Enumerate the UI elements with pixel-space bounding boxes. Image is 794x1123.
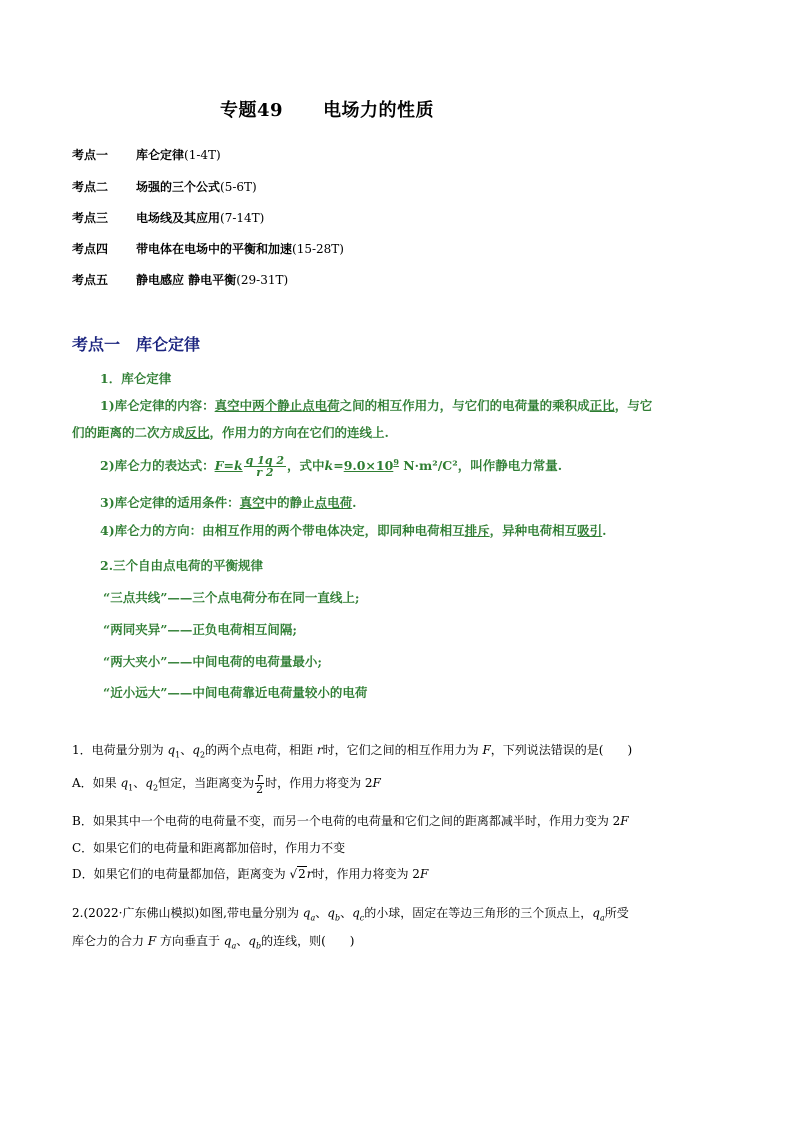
toc-label: 考点二 [72,180,109,194]
note-text: 真空中两个静止 [214,398,303,413]
toc-text: 库仑定律 [136,148,185,162]
charge-symbol: q [327,906,335,920]
toc-text: 静电感应 静电平衡 [136,273,237,287]
formula-symbol: k [233,458,243,473]
constant-exponent: 9 [393,456,399,467]
charge-symbol: q [248,934,256,948]
toc-range: (15-28T) [292,242,344,256]
formula-symbol: = [223,458,234,473]
toc-item-2 [72,178,257,195]
note-text: ，叫作静电力常量. [457,458,563,473]
toc-text: 带电体在电场中的平衡和加速 [136,242,293,256]
fraction-numerator: q 1q 2 [245,454,285,467]
constant-unit: N·m²/C² [398,458,458,473]
charge-symbol: q [592,906,600,920]
note-keyword: 正比 [589,398,615,413]
toc-range: (29-31T) [236,273,289,287]
note-text: ，与它 [614,398,653,413]
option-text: 、 [133,776,146,790]
question-text: 、 [315,906,328,920]
charge-symbol: q [352,906,360,920]
toc-range: (5-6T) [220,180,257,194]
note-text: 4)库仑力的方向：由相互作用的两个带电体决定，即同种电荷相互 [100,523,465,538]
note-text: 1)库仑定律的内容： [100,398,215,413]
rule-1: “三点共线”——三个点电荷分布在同一直线上; [103,590,360,605]
formula-symbol: = [333,458,344,473]
force-symbol: F [147,934,157,948]
question-text: 库仑力的合力 [72,934,148,948]
toc-range: (7-14T) [220,211,265,225]
distance-symbol: r [316,743,323,757]
note-text: ，作用力的方向在它们的连线上. [209,425,389,440]
charge-symbol: q [223,934,232,948]
note-keyword: 反比 [184,425,210,440]
note-keyword: 点电荷 [302,398,340,413]
toc-text: 场强的三个公式 [136,180,221,194]
toc-item-1 [72,146,221,163]
charge-symbol: q [145,776,153,790]
notes-heading-2: 2.三个自由点电荷的平衡规律 [100,558,264,573]
question-text: 所受 [604,906,629,920]
note-direction-line [100,521,607,539]
option-text: B．如果其中一个电荷的电荷量不变，而另一个电荷的电荷量和它们之间的距离都减半时，作用力变为 2 [72,814,621,828]
option-b[interactable] [72,812,629,829]
note-content-line-1 [100,396,652,414]
toc-text: 电场线及其应用 [136,211,221,225]
note-text: ，式中 [287,458,325,473]
half-distance-fraction [255,772,264,795]
note-text: 之间的相互作用力，与它们的电荷量的乘积成 [339,398,590,413]
rule-4: “近小远大”——中间电荷靠近电荷量较小的电荷 [103,685,368,700]
charge-subscript: 1 [175,750,181,760]
option-text: 时，作用力将变为 2 [312,867,420,881]
rule-2: “两同夹异”——正负电荷相互间隔; [103,622,297,637]
charge-subscript: a [310,913,316,923]
question-text: 方向垂直于 [156,934,224,948]
option-text: D．如果它们的电荷量都加倍，距离变为 [72,867,290,881]
question-text: 的小球，固定在等边三角形的三个顶点上， [364,906,593,920]
notes-heading-1: 1．库仑定律 [100,371,172,386]
question-text: 1．电荷量分别为 [72,743,168,757]
rule-3: “两大夹小”——中间电荷的电荷量最小; [103,654,322,669]
toc-label: 考点一 [72,148,109,162]
title-text: 电场力的性质 [323,100,435,121]
formula-symbol: F [214,458,224,473]
section-heading [72,332,200,355]
question-text: 、 [340,906,353,920]
toc-item-4 [72,240,344,257]
charge-subscript: 2 [199,750,206,760]
charge-symbol: q [302,906,311,920]
option-c[interactable]: C．如果它们的电荷量和距离都加倍时，作用力不变 [72,841,346,855]
constant-value: 9.0×10 [343,458,394,473]
fraction-denominator: r 2 [256,466,274,479]
note-keyword: 吸引 [577,523,603,538]
toc-label: 考点四 [72,242,109,256]
coulomb-fraction [244,455,286,478]
note-keyword: 排斥 [464,523,490,538]
question-text: 2.(2022·广东佛山模拟)如图,带电量分别为 [72,906,303,920]
charge-subscript: 2 [152,783,159,793]
note-text: ，异种电荷相互 [489,523,578,538]
charge-symbol: q [167,743,176,757]
charge-symbol: q [120,776,129,790]
note-keyword: 真空 [239,495,265,510]
charge-subscript: 1 [128,783,134,793]
page-title [220,96,434,122]
charge-subscript: b [255,941,262,951]
note-text: 们的距离的二次方成 [72,425,185,440]
question-text: 、 [180,743,193,757]
option-a[interactable] [72,772,381,795]
section-label: 考点一 [72,335,121,354]
charge-symbol: q [192,743,200,757]
question-text: 时，它们之间的相互作用力为 [322,743,483,757]
option-text: 恒定，当距离变为 [158,776,255,790]
toc-range: (1-4T) [184,148,221,162]
distance-symbol: r [306,867,313,881]
title-number: 专题49 [220,100,284,121]
note-text: . [352,495,357,510]
question-text: 的连线，则( ) [261,934,355,948]
question-2-line-2 [72,932,354,950]
charge-subscript: b [334,913,341,923]
toc-item-3 [72,209,264,226]
question-text: 的两个点电荷，相距 [205,743,317,757]
force-symbol: F [620,814,629,828]
fraction-denominator: 2 [256,783,264,796]
formula-symbol: k [324,458,334,473]
note-text: . [602,523,607,538]
force-symbol: F [482,743,491,757]
charge-subscript: c [359,913,365,923]
force-symbol: F [419,867,429,881]
section-name: 库仑定律 [136,335,201,354]
note-text: 3)库仑定律的适用条件： [100,495,240,510]
option-d[interactable] [72,865,428,882]
toc-item-5 [72,271,288,288]
fraction-numerator: r [256,771,263,784]
note-text: 2)库仑力的表达式： [100,458,215,473]
note-text: 中的静止 [264,495,315,510]
question-text: ，下列说法错误的是( ) [490,743,633,757]
note-content-line-2 [72,423,389,441]
question-2-line-1 [72,904,629,922]
force-symbol: F [372,776,381,790]
note-keyword: 点电荷 [314,495,353,510]
toc-label: 考点五 [72,273,109,287]
toc-label: 考点三 [72,211,109,225]
question-text: 、 [236,934,249,948]
option-text: 时，作用力将变为 2 [265,776,373,790]
note-conditions-line [100,493,357,511]
radicand: 2 [298,867,306,881]
charge-subscript: a [231,941,237,951]
question-1-stem [72,741,632,759]
note-formula-line [100,455,562,478]
charge-subscript: a [599,913,605,923]
option-text: A．如果 [72,776,121,790]
sqrt-two: √2 [289,867,306,881]
